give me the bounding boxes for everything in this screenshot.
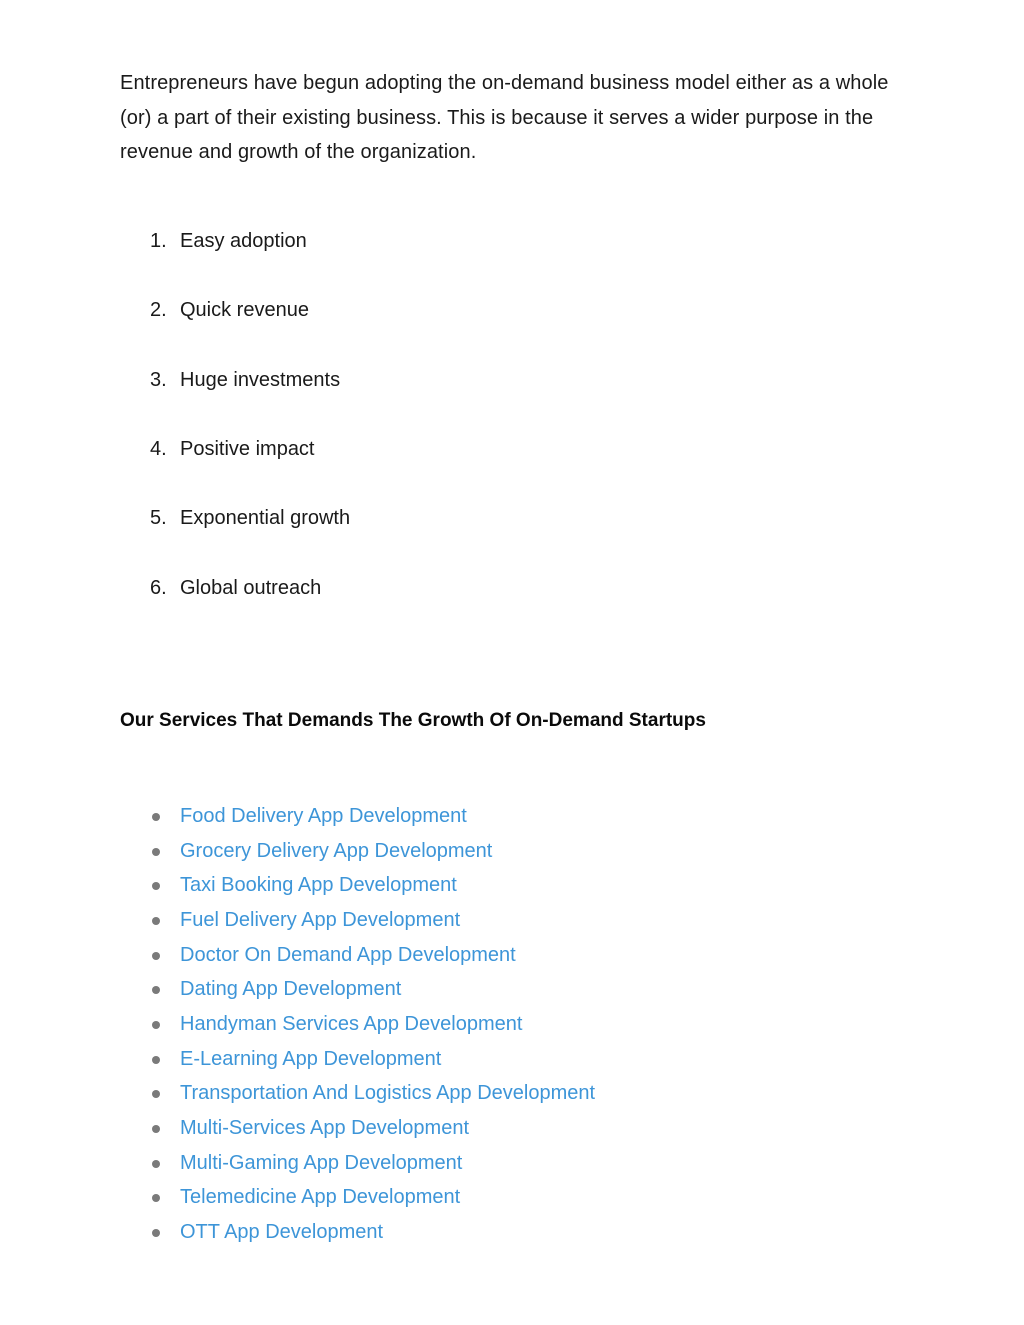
service-link-dating[interactable]: Dating App Development: [180, 978, 402, 1001]
list-item: [120, 501, 900, 570]
bullet-icon: [152, 1090, 160, 1098]
service-link-transportation-logistics[interactable]: Transportation And Logistics App Development: [180, 1082, 596, 1105]
service-link-food-delivery[interactable]: Food Delivery App Development: [180, 804, 467, 827]
bullet-icon: [152, 1125, 160, 1133]
list-item-label: Quick revenue: [180, 299, 309, 322]
list-item: [120, 224, 900, 293]
bullet-icon: [152, 1194, 160, 1202]
list-item-label: Exponential growth: [180, 507, 351, 530]
service-link-multi-services[interactable]: Multi-Services App Development: [180, 1117, 470, 1140]
service-item: [120, 1042, 900, 1077]
list-item: [120, 363, 900, 432]
service-item: [120, 1007, 900, 1042]
service-item: [120, 1215, 900, 1250]
service-link-taxi-booking[interactable]: Taxi Booking App Development: [180, 874, 457, 897]
list-item-label: Positive impact: [180, 438, 315, 460]
bullet-icon: [152, 986, 160, 994]
list-item-label: Huge investments: [180, 368, 341, 391]
list-item: [120, 293, 900, 362]
list-item-label: Global outreach: [180, 576, 322, 599]
intro-paragraph: Entrepreneurs have begun adopting the on-demand business model either as a whole (or) a part of their existing business. This is because it serves a wider purpose in the revenue and growth of the organization.: [120, 72, 889, 164]
list-item: [120, 571, 900, 640]
document-page: [120, 66, 900, 1250]
service-item: [120, 1180, 900, 1215]
bullet-icon: [152, 882, 160, 890]
list-number: 3.: [150, 368, 167, 391]
service-item: [120, 1146, 900, 1181]
list-number: 4.: [150, 438, 167, 460]
service-item: [120, 868, 900, 903]
service-item: [120, 799, 900, 834]
list-number: 6.: [150, 576, 167, 599]
bullet-icon: [152, 1229, 160, 1237]
bullet-icon: [152, 1021, 160, 1029]
service-link-telemedicine[interactable]: Telemedicine App Development: [180, 1186, 461, 1209]
service-link-doctor-on-demand[interactable]: Doctor On Demand App Development: [180, 943, 516, 966]
service-link-fuel-delivery[interactable]: Fuel Delivery App Development: [180, 908, 461, 931]
bullet-icon: [152, 1056, 160, 1064]
bullet-icon: [152, 917, 160, 925]
service-item: [120, 972, 900, 1007]
benefits-list: [120, 224, 900, 640]
list-number: 1.: [150, 230, 167, 253]
services-list: [120, 799, 900, 1250]
service-item: [120, 1076, 900, 1111]
service-link-e-learning[interactable]: E-Learning App Development: [180, 1047, 442, 1070]
list-item: [120, 432, 900, 501]
bullet-icon: [152, 952, 160, 960]
service-item: [120, 834, 900, 869]
service-link-ott[interactable]: OTT App Development: [180, 1221, 384, 1244]
bullet-icon: [152, 848, 160, 856]
service-item: [120, 1111, 900, 1146]
list-item-label: Easy adoption: [180, 230, 307, 253]
service-link-handyman[interactable]: Handyman Services App Development: [180, 1013, 523, 1036]
bullet-icon: [152, 813, 160, 821]
service-link-multi-gaming[interactable]: Multi-Gaming App Development: [180, 1151, 463, 1174]
service-item: [120, 938, 900, 973]
services-heading: Our Services That Demands The Growth Of On-Demand Startups: [120, 709, 706, 731]
list-number: 2.: [150, 299, 167, 322]
service-item: [120, 903, 900, 938]
list-number: 5.: [150, 507, 167, 530]
service-link-grocery-delivery[interactable]: Grocery Delivery App Development: [180, 839, 493, 862]
bullet-icon: [152, 1160, 160, 1168]
